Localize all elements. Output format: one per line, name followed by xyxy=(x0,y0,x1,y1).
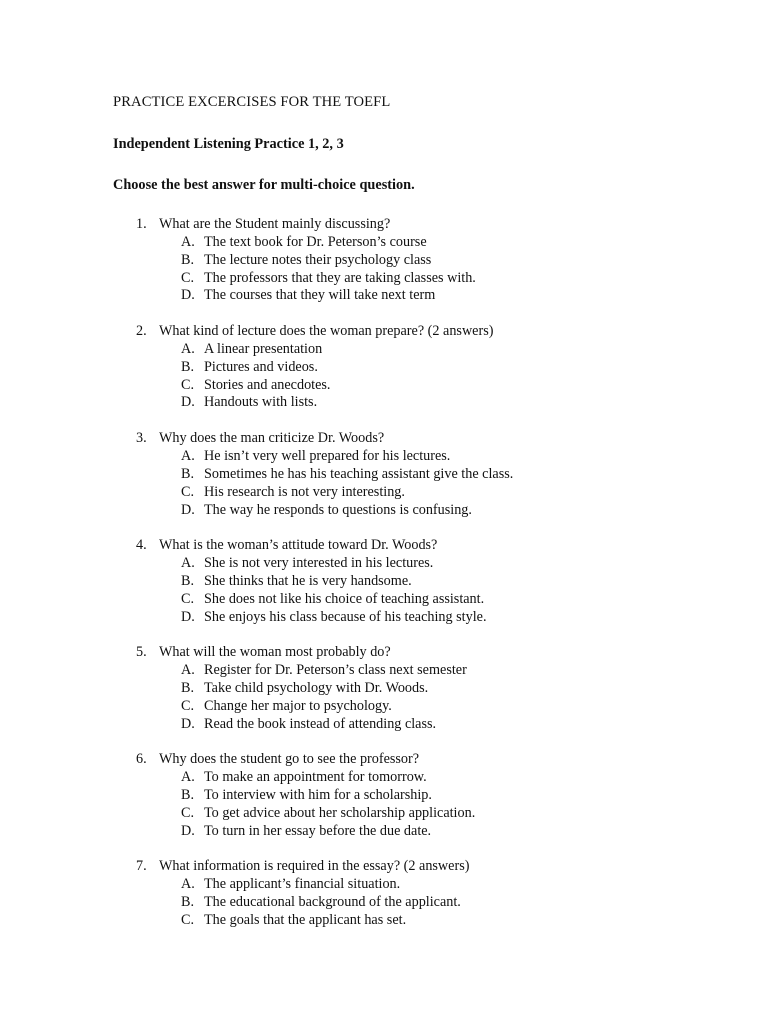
question-number: 4. xyxy=(136,537,147,554)
answer-option xyxy=(0,912,768,930)
answer-options xyxy=(0,448,768,519)
option-letter: B. xyxy=(181,465,195,482)
option-text: Pictures and videos. xyxy=(204,358,318,375)
option-text: Sometimes he has his teaching assistant give the class. xyxy=(204,465,514,482)
question-item xyxy=(0,430,768,519)
question-text: What is the woman’s attitude toward Dr. Woods? xyxy=(159,537,438,554)
answer-options xyxy=(0,876,768,930)
question-number: 6. xyxy=(136,751,147,768)
answer-option xyxy=(0,716,768,734)
option-letter: D. xyxy=(181,287,195,304)
question-text: Why does the student go to see the professor? xyxy=(159,751,420,768)
option-text: The way he responds to questions is confusing. xyxy=(204,501,472,518)
question-item xyxy=(0,858,768,929)
answer-option xyxy=(0,769,768,787)
option-letter: C. xyxy=(181,590,195,607)
answer-option xyxy=(0,252,768,270)
option-text: The goals that the applicant has set. xyxy=(204,911,407,928)
option-text: To interview with him for a scholarship. xyxy=(204,787,432,803)
answer-option xyxy=(0,484,768,502)
question-item xyxy=(0,537,768,626)
option-letter: C. xyxy=(181,376,195,393)
option-text: Change her major to psychology. xyxy=(204,697,392,714)
question-item xyxy=(0,644,768,733)
option-text: She does not like his choice of teaching assistant. xyxy=(204,590,485,607)
option-text: The applicant’s financial situation. xyxy=(204,876,401,893)
option-letter: B. xyxy=(181,358,195,375)
question-item xyxy=(0,323,768,412)
question-text: What kind of lecture does the woman prepare? (2 answers) xyxy=(159,323,494,340)
instructions: Choose the best answer for multi-choice question. xyxy=(113,177,415,193)
question-line xyxy=(0,323,768,341)
option-text: To make an appointment for tomorrow. xyxy=(204,769,427,786)
option-text: The text book for Dr. Peterson’s course xyxy=(204,233,427,250)
option-text: A linear presentation xyxy=(204,340,323,357)
answer-option xyxy=(0,502,768,520)
option-text: Handouts with lists. xyxy=(204,394,318,411)
question-number: 1. xyxy=(136,216,147,232)
answer-option xyxy=(0,466,768,484)
option-letter: B. xyxy=(181,572,195,589)
option-text: His research is not very interesting. xyxy=(204,483,405,500)
answer-option xyxy=(0,287,768,305)
option-letter: A. xyxy=(181,340,195,357)
answer-option xyxy=(0,787,768,805)
option-text: Stories and anecdotes. xyxy=(204,376,331,393)
answer-options xyxy=(0,555,768,626)
question-number: 2. xyxy=(136,323,147,340)
option-letter: D. xyxy=(181,501,195,518)
question-line xyxy=(0,537,768,555)
answer-option xyxy=(0,894,768,912)
answer-option xyxy=(0,270,768,288)
section-subtitle: Independent Listening Practice 1, 2, 3 xyxy=(113,136,344,152)
option-text: The courses that they will take next term xyxy=(204,287,436,304)
answer-option xyxy=(0,823,768,841)
answer-option xyxy=(0,448,768,466)
option-letter: C. xyxy=(181,804,195,821)
answer-option xyxy=(0,876,768,894)
answer-option xyxy=(0,662,768,680)
option-letter: D. xyxy=(181,394,195,411)
option-text: To turn in her essay before the due date. xyxy=(204,822,432,839)
answer-options xyxy=(0,662,768,733)
question-text: What will the woman most probably do? xyxy=(159,644,391,661)
option-text: The professors that they are taking classes with. xyxy=(204,269,476,286)
question-line xyxy=(0,644,768,662)
option-text: Register for Dr. Peterson’s class next semester xyxy=(204,662,467,679)
answer-option xyxy=(0,359,768,377)
option-text: Read the book instead of attending class. xyxy=(204,715,437,732)
answer-option xyxy=(0,555,768,573)
question-line xyxy=(0,858,768,876)
option-text: She is not very interested in his lectures. xyxy=(204,555,434,572)
option-letter: A. xyxy=(181,555,195,572)
option-letter: C. xyxy=(181,697,195,714)
option-text: He isn’t very well prepared for his lectures. xyxy=(204,447,451,464)
answer-options xyxy=(0,234,768,305)
question-text: What are the Student mainly discussing? xyxy=(159,216,391,232)
question-line xyxy=(0,430,768,448)
option-letter: A. xyxy=(181,233,195,250)
option-letter: C. xyxy=(181,911,195,928)
option-letter: B. xyxy=(181,894,195,911)
option-letter: B. xyxy=(181,679,195,696)
answer-option xyxy=(0,591,768,609)
option-letter: A. xyxy=(181,662,195,679)
answer-option xyxy=(0,394,768,412)
option-letter: D. xyxy=(181,715,195,732)
option-text: She enjoys his class because of his teaching style. xyxy=(204,608,487,625)
answer-option xyxy=(0,341,768,359)
option-text: The lecture notes their psychology class xyxy=(204,251,432,268)
question-line xyxy=(0,216,768,234)
option-text: She thinks that he is very handsome. xyxy=(204,572,412,589)
answer-option xyxy=(0,609,768,627)
option-letter: A. xyxy=(181,447,195,464)
option-text: The educational background of the applicant. xyxy=(204,894,461,911)
answer-option xyxy=(0,680,768,698)
question-number: 3. xyxy=(136,430,147,447)
option-letter: B. xyxy=(181,251,195,268)
answer-option xyxy=(0,573,768,591)
question-list xyxy=(0,216,768,948)
option-text: Take child psychology with Dr. Woods. xyxy=(204,679,429,696)
question-item xyxy=(0,751,768,840)
question-text: What information is required in the essay? (2 answers) xyxy=(159,858,470,875)
question-number: 5. xyxy=(136,644,147,661)
question-item xyxy=(0,216,768,305)
question-line xyxy=(0,751,768,769)
option-letter: C. xyxy=(181,269,195,286)
page-title: PRACTICE EXCERCISES FOR THE TOEFL xyxy=(113,94,391,110)
question-number: 7. xyxy=(136,858,147,875)
answer-options xyxy=(0,341,768,412)
answer-option xyxy=(0,234,768,252)
option-letter: A. xyxy=(181,769,195,786)
option-letter: D. xyxy=(181,822,195,839)
option-letter: B. xyxy=(181,787,195,803)
answer-options xyxy=(0,769,768,840)
question-text: Why does the man criticize Dr. Woods? xyxy=(159,430,385,447)
option-letter: A. xyxy=(181,876,195,893)
option-text: To get advice about her scholarship application. xyxy=(204,804,476,821)
option-letter: C. xyxy=(181,483,195,500)
answer-option xyxy=(0,377,768,395)
answer-option xyxy=(0,698,768,716)
answer-option xyxy=(0,805,768,823)
option-letter: D. xyxy=(181,608,195,625)
